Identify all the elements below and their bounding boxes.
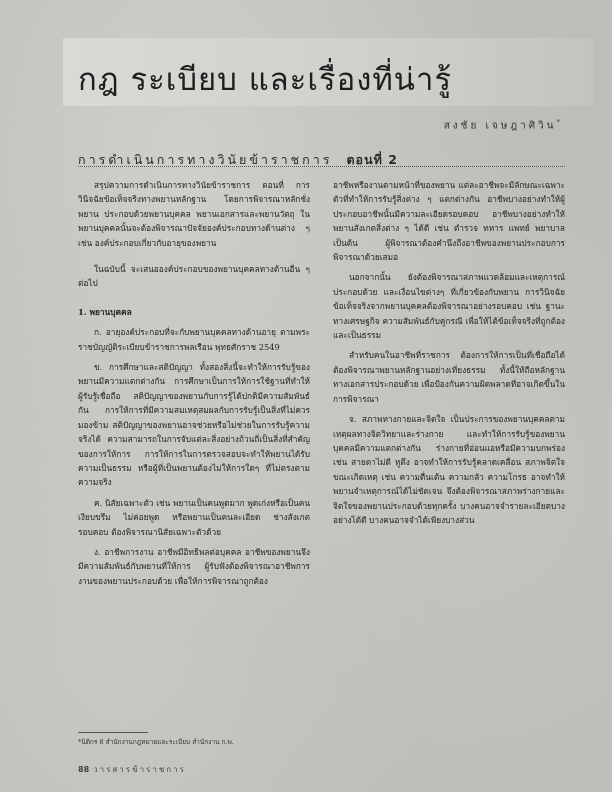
left-column bbox=[78, 178, 310, 588]
paragraph: อาชีพหรืองานตามหน้าที่ของพยาน แต่ละอาชีพจะมีลักษณะเฉพาะตัวที่ทำให้การรับรู้สิ่งต่าง ๆ แตกต่างกัน อาชีพบางอย่างทำให้ผู้ประกอบอาชีพนั้นมีความละเอียดรอบคอบ อาชีพบางอย่างทำให้พยานสังเกตสิ่งต่าง ๆ ได้ดี เช่น ตำรวจ ทหาร แพทย์ พยาบาล เป็นต้น ผู้พิจารณาต้องคำนึงถึงอาชีพของพยานประกอบการพิจารณาด้วยเสมอ bbox=[333, 180, 565, 263]
paragraph: ง. อาชีพการงาน อาชีพมีอิทธิพลต่อบุคคล อาชีพของพยานจึงมีความสัมพันธ์กับพยานที่ให้การ ผู้รับฟังต้องพิจารณาอาชีพการงานของพยานประกอบด้วย เพื่อให้การพิจารณาถูกต้อง bbox=[78, 546, 310, 586]
section-heading bbox=[78, 150, 558, 170]
footnote-divider bbox=[78, 732, 148, 733]
section-title: การดำเนินการทางวินัยข้าราชการ bbox=[78, 152, 333, 167]
author-footnote-mark: * bbox=[556, 118, 560, 126]
paragraph: ข. การศึกษาและสติปัญญา ทั้งสองสิ่งนี้จะทำให้การรับรู้ของพยานมีความแตกต่างกัน การศึกษาเป็นการให้การใช้ฐานที่ทำให้ผู้รับรู้เชื่อถือ สติปัญญาของพยานกับการรู้ได้ปกติมีความสัมพันธ์กัน การให้การที่มีความสมเหตุสมผลกับการรับรู้เป็นสิ่งที่ไม่ควรมองข้าม สติปัญญาของพยานอาจช่วยหรือไม่ช่วยในการรับรู้ความจริงได้ ความสามารถในการจับแต่ละสิ่งอย่างถ้วนถี่เป็นสิ่งที่สำคัญของการให้การ การให้การในการตรวจสอบจะทำให้พยานได้รับความเป็นธรรม หรือผู้ที่เป็นพยานต้องไม่ให้การใดๆ ที่ไม่ตรงตามความจริง bbox=[78, 362, 310, 488]
page-number: 88 bbox=[78, 765, 90, 774]
page-title: กฎ ระเบียบ และเรื่องที่น่ารู้ bbox=[78, 62, 453, 98]
paragraph: สรุปความการดำเนินการทางวินัยข้าราชการ ตอนที่ การวินิจฉัยข้อเท็จจริงทางพยานหลักฐาน โดยการพิจารณาหลักชั่งพยาน ประกอบด้วยพยานบุคคล พยานเอกสารและพยานวัตถุ ในพยานบุคคลนั้นจะต้องพิจารณาปัจจัยองค์ประกอบทางด้านต่าง ๆ เช่น องค์ประกอบเกี่ยวกับอายุของพยาน bbox=[78, 180, 310, 248]
section-part: ตอนที่ 2 bbox=[346, 152, 398, 167]
right-column bbox=[333, 178, 565, 527]
paragraph: ในฉบับนี้ จะเสนอองค์ประกอบของพยานบุคคลทางด้านอื่น ๆ ต่อไป bbox=[78, 264, 310, 289]
author-line bbox=[400, 118, 560, 133]
page-footer bbox=[78, 763, 378, 776]
paragraph: สำหรับคนในอาชีพที่ราชการ ต้องการให้การเป็นที่เชื่อถือได้ ต้องพิจารณาพยานหลักฐานอย่างเที่ยงธรรม ทั้งนี้ให้ถือหลักฐานทางเอกสารประกอบด้วย เพื่อป้องกันความผิดพลาดที่อาจเกิดขึ้นในการพิจารณา bbox=[333, 350, 565, 404]
author-name: สงชัย เจษฎาศิวิน bbox=[443, 120, 557, 132]
section-divider bbox=[78, 166, 565, 167]
publication-name: วารสารข้าราชการ bbox=[93, 765, 186, 774]
subheading: 1. พยานบุคคล bbox=[78, 306, 132, 317]
paragraph: จ. สภาพทางกายและจิตใจ เป็นประการของพยานบุคคลตามเหตุผลทางจิตวิทยาและร่างกาย และทำให้การรับรู้ของพยานบุคคลมีความแตกต่างกัน ร่างกายที่อ่อนแอหรือมีความบกพร่อง เช่น สายตาไม่ดี หูตึง อาจทำให้การรับรู้คลาดเคลื่อน สภาพจิตใจขณะเกิดเหตุ เช่น ความตื่นเต้น ความกลัว ความโกรธ อาจทำให้พยานจำเหตุการณ์ได้ไม่ชัดเจน จึงต้องพิจารณาสภาพร่างกายและจิตใจของพยานประกอบด้วยทุกครั้ง บางคนอาจจำรายละเอียดบางอย่างได้ดี บางคนอาจจำได้เพียงบางส่วน bbox=[333, 414, 565, 525]
paragraph: นอกจากนั้น ยังต้องพิจารณาสภาพแวดล้อมและเหตุการณ์ประกอบด้วย และเงื่อนไขต่างๆ ที่เกี่ยวข้องกับพยาน การวินิจฉัยข้อเท็จจริงจากพยานบุคคลต้องพิจารณาอย่างรอบคอบ เช่น ฐานะทางเศรษฐกิจ ความสัมพันธ์กับคู่กรณี เพื่อให้ได้ข้อเท็จจริงที่ถูกต้องและเป็นธรรม bbox=[333, 272, 565, 341]
paragraph: ค. นิสัยเฉพาะตัว เช่น พยานเป็นคนพูดมาก พูดเก่งหรือเป็นคนเงียบขรึม ไม่ค่อยพูด หรือพยานเป็นคนละเอียด ช่างสังเกต รอบคอบ ต้องพิจารณานิสัยเฉพาะตัวด้วย bbox=[78, 497, 310, 537]
paragraph: ก. อายุองค์ประกอบที่จะกับพยานบุคคลทางด้านอายุ ตามพระราชบัญญัติระเบียบข้าราชการพลเรือน พุทธศักราช 2549 bbox=[78, 327, 310, 352]
footnote: *นิติกร 8 สำนักงานกฎหมายและระเบียบ สำนักงาน ก.พ. bbox=[78, 738, 234, 746]
